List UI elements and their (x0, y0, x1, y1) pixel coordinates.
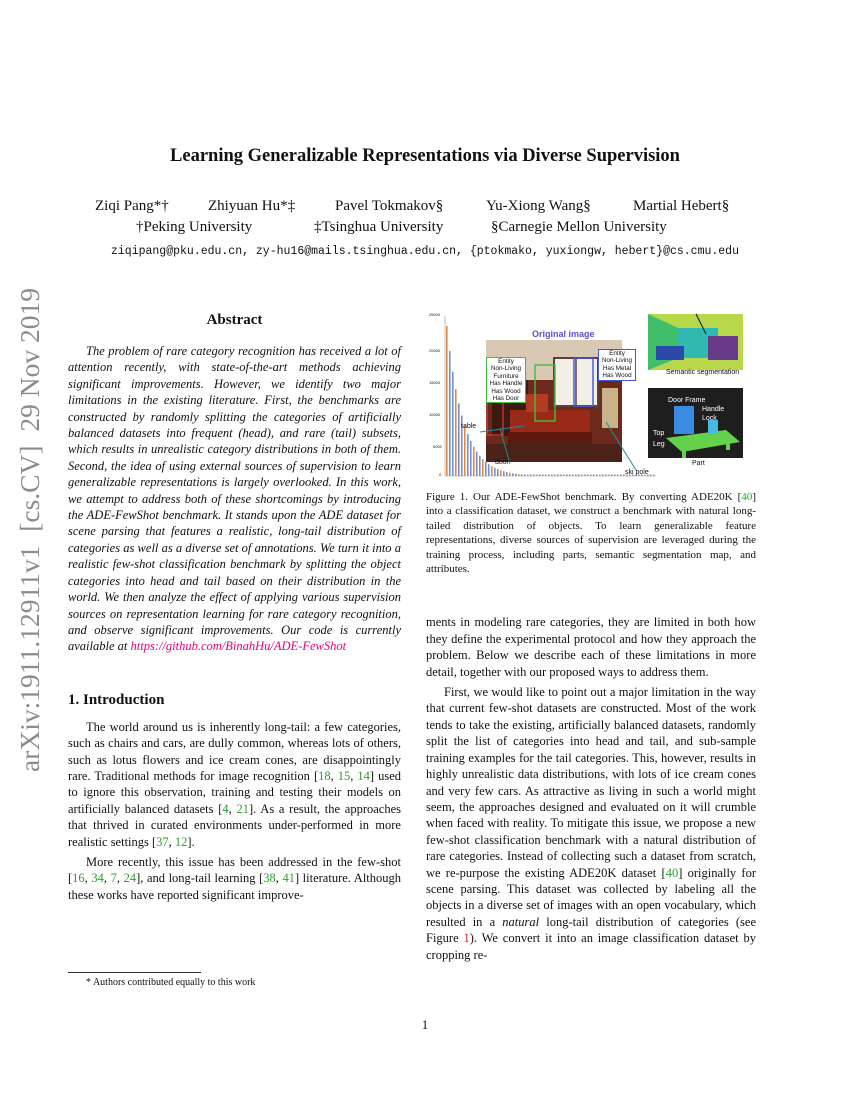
citation-link[interactable]: 16 (72, 871, 85, 886)
body-paragraph (426, 684, 756, 963)
histogram-bar (491, 466, 493, 476)
footnote-rule (68, 972, 201, 973)
histogram-bar (581, 475, 583, 477)
axis-tick: 10000 (429, 412, 441, 417)
histogram-bar (542, 475, 544, 477)
citation-link[interactable]: 34 (91, 871, 104, 886)
citation-link[interactable]: 7 (110, 871, 117, 886)
histogram-bar (602, 475, 604, 477)
text-run: , (330, 768, 338, 783)
text-run: , (103, 871, 111, 886)
abstract-body: The problem of rare category recognition has received a lot of attention recently, with state-of-the-art methods achieving significant improvements. However, we identify two major limitations in the existing literature. First, the benchmarks are constructed by randomly splitting the categories of artificially balanced datasets into frequent (head), and rare (tail) subsets, which results in unrealistic category distributions in both of them. Second, the idea of using external sources of supervision to learn generalizable representations is largely overlooked. In this work, we attempt to address both of these shortcomings by introducing the ADE-FewShot benchmark. It stands upon the ADE dataset for scene parsing that features a realistic, long-tail distribution of categories as well as a diverse set of annotations. We turn it into a realistic few-shot classification benchmark by splitting the object categories into head and tail based on their distribution in the world. We then analyze the effect of applying various supervision sources on representation learning for rare category recognition, and observe significant improvements. Our code is currently available at (68, 344, 401, 654)
author-list (95, 198, 755, 220)
text-run: , (228, 801, 237, 816)
arxiv-stamp (5, 286, 49, 776)
label-part: Part (692, 460, 705, 467)
histogram-bar (500, 470, 502, 476)
histogram-bar (596, 475, 598, 477)
histogram-bar (614, 475, 616, 477)
entity-label-right: Entity Non-Living Has Metal Has Wood (598, 349, 636, 381)
histogram-bar (554, 475, 556, 477)
author-name: Pavel Tokmakov§ (335, 198, 444, 214)
histogram-bar (449, 351, 451, 476)
axis-tick: 5000 (433, 444, 442, 449)
text-run: , (275, 871, 283, 886)
right-column (426, 310, 756, 967)
text-run: First, we would like to point out a major limitation in the way that current few-shot datasets are constructed. Most of the work tends to take the existing, artificially balanced datasets, randomly split the list of categories into head and tail, and sub-sample training examples for the tail categories. This, however, results in highly unrealistic data distributions, with lots of ice cream cones and very few cars. As attractive as living in such a world might seem, the approaches designed and evaluated on it will crumble when faced with reality. To mitigate this issue, we propose a new few-shot classification benchmark with a natural distribution of rare categories. Instead of collecting such a dataset from scratch, we re-purpose the existing ADE20K dataset [ (426, 685, 756, 880)
label-lock: Lock (702, 415, 717, 422)
histogram-bar (497, 469, 499, 476)
histogram-bar (494, 468, 496, 476)
histogram-bar (539, 475, 541, 477)
arxiv-stamp-text: arXiv:1911.12911v1 [cs.CV] 29 Nov 2019 (15, 297, 45, 772)
text-run: ]. As a result, the approaches that thrived in curated environments under-performed in more realistic settings [ (68, 801, 401, 849)
intro-paragraph (68, 719, 401, 850)
histogram-bar (512, 473, 514, 476)
figure-reference-link[interactable]: 1 (463, 931, 470, 946)
histogram-bar (653, 475, 655, 477)
histogram-bar (518, 474, 520, 476)
right-body-text (426, 614, 756, 963)
label-leg: Leg (653, 441, 665, 448)
label-door: door (495, 459, 510, 466)
histogram-bar (503, 471, 505, 476)
code-link[interactable]: https://github.com/BinahHu/ADE-FewShot (130, 639, 347, 654)
histogram-bar (578, 475, 580, 477)
semantic-seg-image (648, 314, 743, 370)
affiliation: §Carnegie Mellon University (491, 219, 667, 235)
axis-tick: 20000 (429, 348, 441, 353)
histogram-bar (533, 475, 535, 477)
entity-label-left: Entity Non-Living Furniture Has Handle Has Wood Has Door (486, 357, 526, 403)
paper-title: Learning Generalizable Representations via Diverse Supervision (170, 146, 680, 166)
axis-tick: 15000 (429, 380, 441, 385)
text-run: ). We convert it into an image classification dataset by cropping re- (426, 931, 756, 962)
axis-tick: 0 (439, 472, 442, 477)
left-column (68, 312, 401, 907)
histogram-bar (452, 372, 454, 476)
histogram-bar (488, 464, 490, 476)
histogram-bar (455, 389, 457, 476)
text-run: ] into a classification dataset, we construct a benchmark with natural long-tailed distribution of objects. To learn generalizable feature representations, diverse sources of supervision are leveraged during the training process, including parts, semantic segmentation map, and attributes. (426, 491, 756, 576)
citation-link[interactable]: 24 (123, 871, 137, 886)
body-paragraph: ments in modeling rare categories, they are limited in both how they define the experimental protocol and how they approach the problem. Below we describe each of these limitations in more detail, together with our proposed ways to address them. (426, 615, 756, 679)
histogram-bar (527, 475, 529, 477)
text-run: , (168, 834, 175, 849)
histogram-bar (470, 441, 472, 476)
histogram-bar (458, 404, 460, 476)
citation-link[interactable]: 38 (263, 871, 276, 886)
histogram-bar (620, 475, 622, 477)
author-name: Zhiyuan Hu*‡ (208, 198, 296, 214)
label-top: Top (653, 430, 665, 437)
affiliation-list (95, 219, 755, 241)
label-ski-pole: ski pole (625, 469, 649, 476)
histogram-bar (575, 475, 577, 477)
citation-link[interactable]: 4 (222, 801, 229, 816)
intro-paragraph (68, 854, 401, 903)
text-run: ] originally for scene parsing. This dataset was collected by labeling all the objects in a diverse set of images with an open vocabulary, which resulted in a (426, 865, 756, 929)
citation-link[interactable]: 21 (236, 801, 249, 816)
histogram-bar (569, 475, 571, 477)
text-run: , (84, 871, 92, 886)
histogram-bar (584, 475, 586, 477)
histogram-bar (590, 475, 592, 477)
page-number: 1 (421, 1017, 429, 1032)
abstract-heading: Abstract (206, 312, 263, 328)
histogram-bar (446, 326, 448, 476)
citation-link[interactable]: 12 (174, 834, 188, 849)
original-image-title: Original image (532, 329, 595, 339)
label-table: table (461, 423, 477, 430)
histogram-bar (521, 474, 523, 476)
author-name: Martial Hebert§ (633, 198, 730, 214)
citation-link[interactable]: 41 (282, 871, 295, 886)
histogram-bar (599, 475, 601, 477)
text-run: More recently, this issue has been addressed in the few-shot [ (68, 854, 401, 886)
histogram-bar (530, 475, 532, 477)
arxiv-stamp-graphic (5, 286, 49, 776)
histogram-bar (593, 475, 595, 477)
author-name: Ziqi Pang*† (95, 198, 169, 214)
text-run: The world around us is inherently long-tail: a few categories, such as chairs and cars, are dully common, whereas lots of others, such as lotus flowers and ice cream cones, are disappointingly rare. Traditional methods for image recognition [ (68, 719, 401, 783)
text-run: , (350, 768, 358, 783)
histogram-bar (485, 462, 487, 476)
histogram-bar (473, 447, 475, 476)
histogram-bar (563, 475, 565, 477)
text-run: ] literature. Although these works have reported significant improve- (68, 871, 402, 902)
histogram-bar (467, 434, 469, 476)
figure-1 (426, 310, 756, 482)
histogram-bar (479, 456, 481, 476)
citation-link[interactable]: 14 (357, 768, 370, 783)
histogram-bar (482, 459, 484, 476)
affiliation: ‡Tsinghua University (314, 219, 444, 235)
citation-link[interactable]: 18 (318, 768, 331, 783)
histogram-bar (560, 475, 562, 477)
citation-link[interactable]: 40 (665, 865, 679, 880)
footnote: * Authors contributed equally to this work (86, 977, 256, 988)
citation-link[interactable]: 37 (156, 834, 169, 849)
histogram-bar (515, 474, 517, 476)
histogram-bar (587, 475, 589, 477)
histogram-bar (611, 475, 613, 477)
figure-caption (426, 490, 756, 576)
histogram-bar (548, 475, 550, 477)
text-run: ] used to ignore this observation, training and testing their models on artificially balanced datasets [ (68, 768, 402, 816)
histogram-bar (557, 475, 559, 477)
text-run: ]. (187, 834, 195, 849)
affiliation: †Peking University (136, 219, 253, 235)
histogram-bar (476, 452, 478, 476)
histogram-bar (566, 475, 568, 477)
abstract-text (68, 343, 401, 655)
histogram-bar (572, 475, 574, 477)
label-door-frame: Door Frame (668, 397, 706, 404)
text-run: long-tail distribution of categories (see Figure (426, 914, 757, 946)
author-name: Yu-Xiong Wang§ (486, 198, 591, 214)
histogram-bar (650, 475, 652, 477)
citation-link[interactable]: 15 (337, 768, 351, 783)
histogram-bar (524, 475, 526, 477)
author-emails: ziqipang@pku.edu.cn, zy-hu16@mails.tsinghua.edu.cn, {ptokmako, yuxiongw, hebert}@cs.cmu.edu (110, 245, 739, 258)
histogram-bar (536, 475, 538, 477)
histogram-bar (605, 475, 607, 477)
text-run: , (116, 871, 124, 886)
label-semantic-segmentation: Semantic segmentation (666, 369, 740, 376)
section-heading: 1. Introduction (68, 691, 165, 708)
citation-link[interactable]: 40 (741, 491, 753, 503)
label-handle: Handle (702, 406, 725, 413)
histogram-bar (464, 426, 466, 476)
text-run: ], and long-tail learning [ (136, 871, 264, 886)
histogram-bar (608, 475, 610, 477)
text-run: Figure 1. Our ADE-FewShot benchmark. By converting ADE20K [ (426, 491, 742, 503)
axis-tick: 25000 (429, 312, 441, 317)
histogram-bar (617, 475, 619, 477)
emphasis-text: natural (502, 914, 540, 929)
histogram-bar (551, 475, 553, 477)
histogram-bar (506, 472, 508, 476)
histogram-bar (509, 473, 511, 476)
histogram-bar (545, 475, 547, 477)
